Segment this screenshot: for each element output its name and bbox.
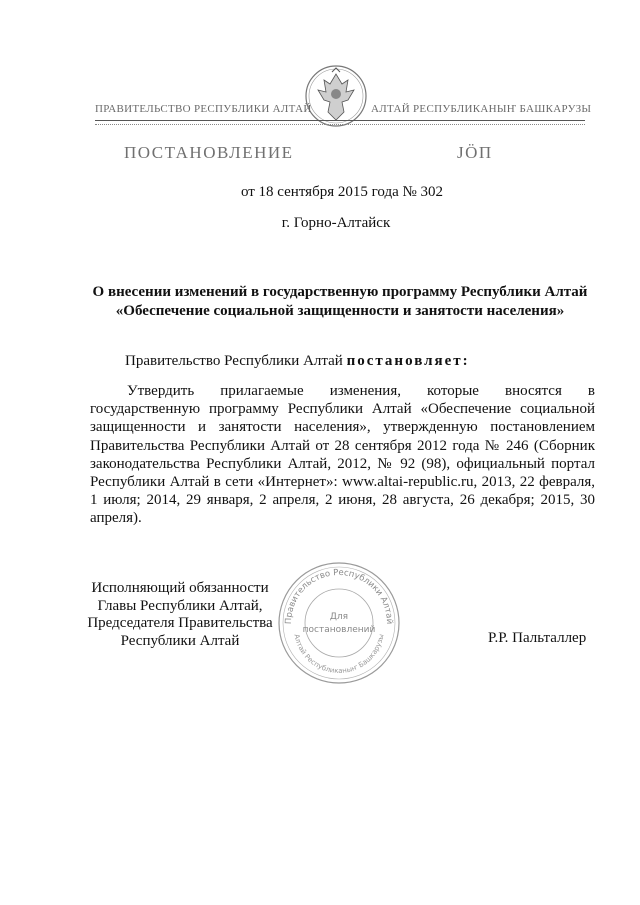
doc-type-russian: ПОСТАНОВЛЕНИЕ: [124, 143, 294, 162]
header-rule: [95, 120, 585, 121]
signatory-position: [80, 580, 280, 650]
decree-intro: [125, 353, 470, 370]
signatory-position-line: Исполняющий обязанности: [91, 580, 269, 596]
header-left-title: ПРАВИТЕЛЬСТВО РЕСПУБЛИКИ АЛТАЙ: [95, 103, 312, 115]
doc-type-altai: JӦП: [457, 143, 493, 162]
document-title-line-2: «Обеспечение социальной защищенности и занятости населения»: [115, 303, 565, 319]
document-date-number: от 18 сентября 2015 года № 302: [240, 184, 444, 200]
signatory-name: Р.Р. Пальталлер: [488, 630, 587, 646]
decree-verb: постановляет:: [346, 353, 470, 369]
official-stamp: [274, 558, 404, 688]
document-title: [80, 283, 600, 321]
signatory-position-line: Председателя Правительства: [87, 615, 273, 631]
signatory-position-line: Республики Алтай: [120, 632, 240, 649]
stamp-inner-line: Для: [329, 612, 349, 622]
decree-subject: Правительство Республики Алтай: [125, 353, 343, 369]
document-title-line-1: О внесении изменений в государственную программу Республики Алтай: [92, 284, 588, 300]
stamp-outer-text: Правительство Республики Алтай: [283, 567, 395, 625]
header-right-title: АЛТАЙ РЕСПУБЛИКАНЫҤ БАШКАРУЗЫ: [371, 103, 592, 115]
stamp-inner-line: постановлений: [302, 625, 376, 635]
document-city: г. Горно-Алтайск: [281, 215, 391, 231]
stamp-bottom-text: Алтай Республиканыҥ Башкарузы: [292, 633, 386, 676]
decree-body: Утвердить прилагаемые изменения, которые вносятся в государственную программу Республики Алтай «Обеспечение социальной защищенности и занятости населения», утвержденную постановлением Правительства Республики Алтай от 28 сентября 2012 года № 246 (Сборник законодательства Республики Алтай, 2012, № 92 (98), официальный портал Республики Алтай в сети «Интернет»: www.altai-republic.ru, 2013, 22 февраля, 1 июля; 2014, 29 января, 2 апреля, 2 июня, 28 августа, 26 декабря; 2015, 30 апреля).: [90, 383, 595, 527]
signatory-position-line: Главы Республики Алтай,: [97, 597, 263, 614]
header-rule-dotted: [95, 124, 585, 125]
